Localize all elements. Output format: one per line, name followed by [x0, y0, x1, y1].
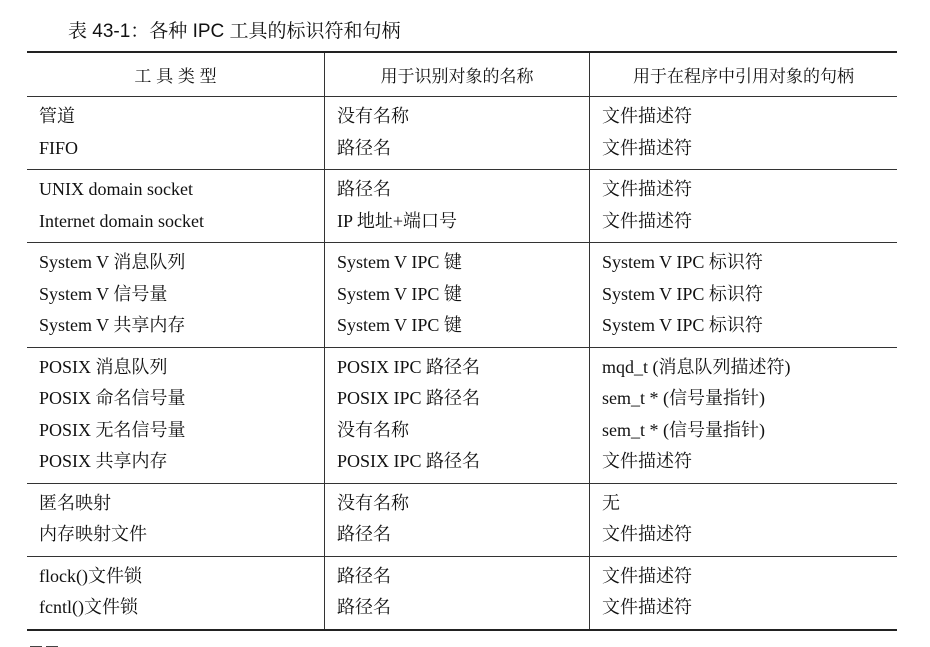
identifier-name: 没有名称 [337, 492, 409, 513]
identifier-name: 路径名 [337, 597, 391, 617]
table-row-group [27, 557, 897, 629]
tool-type: System V 消息队列 [39, 252, 186, 272]
ipc-table [27, 51, 897, 631]
header-program-handle: 用于在程序中引用对象的句柄 [633, 67, 854, 86]
tool-type: flock()文件锁 [39, 565, 142, 586]
tool-type: 匿名映射 [39, 492, 111, 513]
table-header [27, 53, 897, 97]
identifier-name: 没有名称 [337, 419, 409, 440]
identifier-name: 路径名 [337, 179, 391, 199]
identifier-cell [325, 348, 590, 483]
tool-type-cell [27, 348, 325, 483]
header-tool-type: 工 具 类 型 [27, 53, 325, 96]
tool-type: Internet domain socket [39, 210, 204, 231]
handle: System V IPC 标识符 [602, 315, 763, 335]
identifier-name: POSIX IPC 路径名 [337, 451, 481, 471]
tool-type: 管道 [39, 106, 75, 126]
handle: System V IPC 标识符 [602, 252, 763, 272]
handle: sem_t * (信号量指针) [602, 419, 765, 440]
tool-type: 内存映射文件 [39, 524, 147, 544]
handle: 文件描述符 [602, 179, 692, 199]
handle: System V IPC 标识符 [602, 283, 763, 304]
handle: 文件描述符 [602, 451, 692, 471]
tool-type: POSIX 共享内存 [39, 451, 168, 471]
identifier-cell [325, 97, 590, 169]
table-caption: 表 43-1：各种 IPC 工具的标识符和句柄 [68, 21, 401, 42]
tool-type: POSIX 消息队列 [39, 356, 168, 377]
handle: 无 [602, 492, 620, 513]
handle: sem_t * (信号量指针) [602, 388, 765, 408]
identifier-name: System V IPC 键 [337, 252, 462, 272]
handle-cell [590, 557, 897, 629]
identifier-name: POSIX IPC 路径名 [337, 356, 481, 377]
handle-cell [590, 484, 897, 556]
identifier-name: System V IPC 键 [337, 283, 462, 304]
tool-type: POSIX 无名信号量 [39, 419, 186, 440]
tool-type: System V 信号量 [39, 283, 168, 304]
identifier-name: IP 地址+端口号 [337, 210, 457, 231]
table-row-group [27, 170, 897, 243]
tool-type-cell [27, 243, 325, 347]
handle: 文件描述符 [602, 565, 692, 586]
tool-type-cell [27, 170, 325, 242]
tool-type-cell [27, 484, 325, 556]
tool-type: fcntl()文件锁 [39, 597, 138, 617]
header-identifier-name: 用于识别对象的名称 [325, 53, 590, 96]
identifier-cell [325, 557, 590, 629]
handle: 文件描述符 [602, 597, 692, 617]
table-row-group [27, 243, 897, 348]
tool-type: FIFO [39, 137, 79, 158]
identifier-name: 路径名 [337, 565, 391, 586]
table-row-group [27, 348, 897, 484]
handle-cell [590, 348, 897, 483]
handle-cell [590, 170, 897, 242]
tool-type: UNIX domain socket [39, 179, 193, 199]
handle: 文件描述符 [602, 106, 692, 126]
table-row-group [27, 97, 897, 170]
cropped-text-fragment [30, 640, 70, 647]
identifier-cell [325, 484, 590, 556]
handle: 文件描述符 [602, 137, 692, 158]
identifier-cell [325, 243, 590, 347]
identifier-name: 路径名 [337, 524, 391, 544]
tool-type-cell [27, 557, 325, 629]
handle: 文件描述符 [602, 524, 692, 544]
handle-cell [590, 97, 897, 169]
handle: 文件描述符 [602, 210, 692, 231]
identifier-cell [325, 170, 590, 242]
tool-type-cell [27, 97, 325, 169]
table-row-group [27, 484, 897, 557]
handle-cell [590, 243, 897, 347]
identifier-name: POSIX IPC 路径名 [337, 388, 481, 408]
identifier-name: System V IPC 键 [337, 315, 462, 335]
identifier-name: 没有名称 [337, 106, 409, 126]
identifier-name: 路径名 [337, 137, 391, 158]
handle: mqd_t (消息队列描述符) [602, 356, 791, 377]
tool-type: POSIX 命名信号量 [39, 388, 186, 408]
tool-type: System V 共享内存 [39, 315, 186, 335]
